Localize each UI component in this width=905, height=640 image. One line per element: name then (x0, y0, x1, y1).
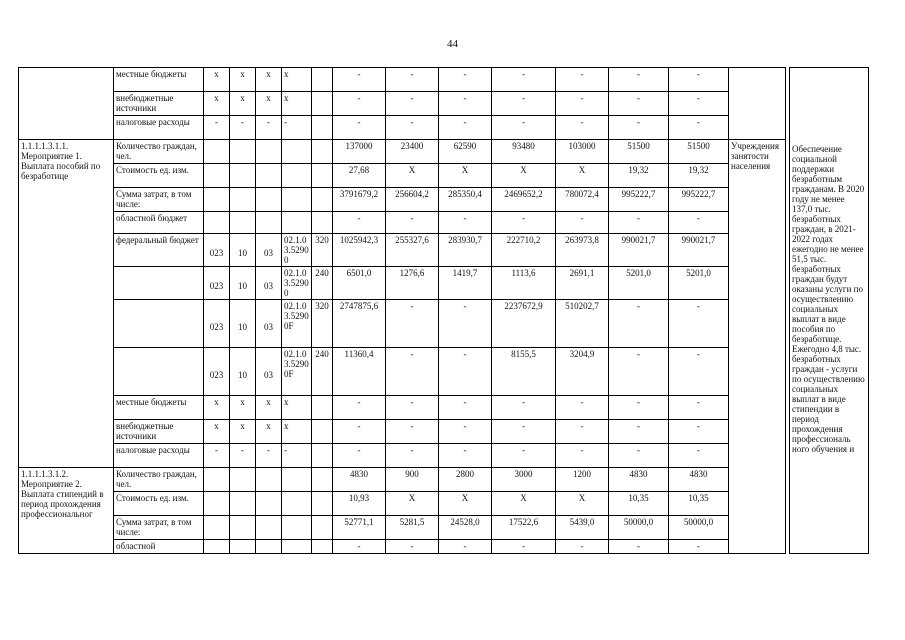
code-cell (230, 492, 256, 516)
value-cell: - (439, 68, 492, 92)
budget-table (18, 67, 886, 554)
value-cell: 263973,8 (556, 234, 609, 267)
code-cell: - (204, 444, 230, 468)
value-cell: 17522,6 (492, 516, 556, 540)
value-cell: X (386, 164, 439, 188)
code-cell (312, 164, 333, 188)
code-cell: x (230, 92, 256, 116)
code-cell: 02.1.03.52900F (282, 348, 312, 396)
value-cell: 19,32 (669, 164, 729, 188)
code-cell: 10 (230, 234, 256, 267)
executor-cell: Учреждения занятости населения (729, 140, 786, 554)
value-cell: 2747875,6 (333, 300, 386, 348)
indicator-cell: областной бюджет (114, 212, 204, 234)
code-cell (312, 492, 333, 516)
code-cell: 03 (256, 300, 282, 348)
section-cell (19, 68, 114, 140)
value-cell: X (556, 492, 609, 516)
code-cell: x (256, 68, 282, 92)
value-cell: - (556, 116, 609, 140)
code-cell (230, 188, 256, 212)
result-cell (790, 68, 869, 554)
code-cell: 03 (256, 234, 282, 267)
value-cell: 3791679,2 (333, 188, 386, 212)
value-cell: 780072,4 (556, 188, 609, 212)
value-cell: 4830 (609, 468, 669, 492)
value-cell: - (609, 300, 669, 348)
code-cell (312, 140, 333, 164)
code-cell: x (282, 68, 312, 92)
indicator-cell: налоговые расходы (114, 444, 204, 468)
value-cell: - (386, 420, 439, 444)
value-cell: - (439, 348, 492, 396)
value-cell: 5201,0 (609, 267, 669, 300)
value-cell: - (333, 212, 386, 234)
value-cell: - (492, 396, 556, 420)
code-cell: x (282, 396, 312, 420)
value-cell: 23400 (386, 140, 439, 164)
code-cell: 023 (204, 300, 230, 348)
value-cell: 103000 (556, 140, 609, 164)
value-cell: X (439, 164, 492, 188)
code-cell (256, 188, 282, 212)
value-cell: - (333, 540, 386, 554)
code-cell (204, 164, 230, 188)
value-cell: - (386, 396, 439, 420)
value-cell: - (492, 540, 556, 554)
code-cell (230, 516, 256, 540)
code-cell (204, 492, 230, 516)
code-cell: 02.1.03.52900F (282, 300, 312, 348)
value-cell: 137000 (333, 140, 386, 164)
code-cell (204, 516, 230, 540)
code-cell: 023 (204, 234, 230, 267)
indicator-cell: Сумма затрат, в том числе: (114, 188, 204, 212)
value-cell: - (386, 116, 439, 140)
value-cell: - (669, 68, 729, 92)
code-cell: - (282, 444, 312, 468)
code-cell (312, 68, 333, 92)
value-cell: 990021,7 (669, 234, 729, 267)
indicator-cell (114, 267, 204, 300)
code-cell: 02.1.03.52900 (282, 234, 312, 267)
code-cell (230, 212, 256, 234)
value-cell: - (439, 300, 492, 348)
code-cell: 10 (230, 300, 256, 348)
value-cell: - (333, 116, 386, 140)
code-cell (282, 492, 312, 516)
value-cell: - (386, 212, 439, 234)
value-cell: X (492, 492, 556, 516)
indicator-cell: Количество граждан, чел. (114, 468, 204, 492)
value-cell: 1419,7 (439, 267, 492, 300)
indicator-cell: местные бюджеты (114, 396, 204, 420)
value-cell: 51500 (609, 140, 669, 164)
value-cell: - (439, 540, 492, 554)
code-cell (312, 396, 333, 420)
code-cell (204, 468, 230, 492)
value-cell: X (556, 164, 609, 188)
indicator-cell: местные бюджеты (114, 68, 204, 92)
value-cell: - (669, 396, 729, 420)
code-cell (204, 188, 230, 212)
code-cell (230, 164, 256, 188)
code-cell (256, 468, 282, 492)
code-cell: 320 (312, 300, 333, 348)
code-cell: 023 (204, 267, 230, 300)
value-cell: 4830 (333, 468, 386, 492)
value-cell: X (439, 492, 492, 516)
code-cell (256, 540, 282, 554)
table-row (19, 140, 886, 164)
code-cell (312, 188, 333, 212)
value-cell: - (556, 92, 609, 116)
value-cell: - (669, 300, 729, 348)
code-cell (256, 516, 282, 540)
value-cell: 24528,0 (439, 516, 492, 540)
code-cell (204, 140, 230, 164)
value-cell: - (609, 540, 669, 554)
code-cell (312, 516, 333, 540)
value-cell: 11360,4 (333, 348, 386, 396)
code-cell: 240 (312, 267, 333, 300)
code-cell (204, 540, 230, 554)
value-cell: 256604,2 (386, 188, 439, 212)
code-cell (204, 212, 230, 234)
value-cell: 5281,5 (386, 516, 439, 540)
value-cell: - (492, 212, 556, 234)
value-cell: - (439, 212, 492, 234)
value-cell: - (609, 92, 669, 116)
page-number: 44 (447, 38, 458, 50)
code-cell: - (282, 116, 312, 140)
code-cell (230, 468, 256, 492)
value-cell: - (492, 420, 556, 444)
value-cell: - (609, 68, 669, 92)
code-cell (230, 140, 256, 164)
code-cell: 320 (312, 234, 333, 267)
code-cell: x (256, 420, 282, 444)
code-cell: - (230, 116, 256, 140)
value-cell: - (609, 116, 669, 140)
value-cell: 10,35 (609, 492, 669, 516)
indicator-cell: Стоимость ед. изм. (114, 492, 204, 516)
code-cell: 02.1.03.52900 (282, 267, 312, 300)
value-cell: - (386, 444, 439, 468)
value-cell: 283930,7 (439, 234, 492, 267)
value-cell: - (669, 444, 729, 468)
code-cell (256, 212, 282, 234)
indicator-cell: областной (114, 540, 204, 554)
code-cell: x (204, 420, 230, 444)
value-cell: 10,35 (669, 492, 729, 516)
section-cell: 1.1.1.1.3.1.2. Мероприятие 2. Выплата стипендий в период прохождения профессиональног (19, 468, 114, 554)
indicator-cell: внебюджетные источники (114, 92, 204, 116)
code-cell: 10 (230, 348, 256, 396)
value-cell: - (556, 420, 609, 444)
section-cell: 1.1.1.1.3.1.1. Мероприятие 1. Выплата пособий по безработице (19, 140, 114, 468)
code-cell: - (256, 444, 282, 468)
value-cell: - (669, 116, 729, 140)
code-cell: - (204, 116, 230, 140)
indicator-cell: налоговые расходы (114, 116, 204, 140)
indicator-cell: внебюджетные источники (114, 420, 204, 444)
value-cell: 2691,1 (556, 267, 609, 300)
value-cell: 4830 (669, 468, 729, 492)
value-cell: 900 (386, 468, 439, 492)
value-cell: - (669, 420, 729, 444)
value-cell: X (386, 492, 439, 516)
table-row (19, 68, 886, 92)
value-cell: 51500 (669, 140, 729, 164)
code-cell: x (230, 68, 256, 92)
code-cell: 10 (230, 267, 256, 300)
code-cell (230, 540, 256, 554)
code-cell: 03 (256, 267, 282, 300)
value-cell: - (492, 92, 556, 116)
code-cell: x (204, 396, 230, 420)
value-cell: - (439, 116, 492, 140)
indicator-cell (114, 300, 204, 348)
value-cell: - (386, 300, 439, 348)
value-cell: 995222,7 (609, 188, 669, 212)
code-cell: 03 (256, 348, 282, 396)
code-cell (312, 212, 333, 234)
value-cell: - (669, 540, 729, 554)
value-cell: - (439, 396, 492, 420)
code-cell (282, 188, 312, 212)
value-cell: 995222,7 (669, 188, 729, 212)
value-cell: - (492, 68, 556, 92)
value-cell: - (556, 212, 609, 234)
value-cell: - (669, 212, 729, 234)
value-cell: 255327,6 (386, 234, 439, 267)
value-cell: - (333, 420, 386, 444)
code-cell (312, 444, 333, 468)
indicator-cell: Количество граждан, чел. (114, 140, 204, 164)
edge-cell (869, 68, 886, 554)
code-cell (256, 140, 282, 164)
code-cell: 023 (204, 348, 230, 396)
value-cell: - (609, 212, 669, 234)
value-cell: - (386, 68, 439, 92)
value-cell: 10,93 (333, 492, 386, 516)
value-cell: - (333, 68, 386, 92)
value-cell: - (439, 92, 492, 116)
value-cell: - (492, 444, 556, 468)
value-cell: - (609, 396, 669, 420)
value-cell: 27,68 (333, 164, 386, 188)
value-cell: - (556, 68, 609, 92)
code-cell (282, 468, 312, 492)
indicator-cell: Стоимость ед. изм. (114, 164, 204, 188)
value-cell: - (439, 420, 492, 444)
code-cell: - (230, 444, 256, 468)
value-cell: 2237672,9 (492, 300, 556, 348)
value-cell: - (669, 92, 729, 116)
value-cell: - (669, 348, 729, 396)
value-cell: 3204,9 (556, 348, 609, 396)
value-cell: - (609, 420, 669, 444)
value-cell: 6501,0 (333, 267, 386, 300)
value-cell: 93480 (492, 140, 556, 164)
code-cell (282, 540, 312, 554)
indicator-cell (114, 348, 204, 396)
code-cell (282, 212, 312, 234)
code-cell: x (282, 92, 312, 116)
value-cell: 1276,6 (386, 267, 439, 300)
value-cell: 5201,0 (669, 267, 729, 300)
code-cell (282, 516, 312, 540)
value-cell: 2469652,2 (492, 188, 556, 212)
value-cell: 285350,4 (439, 188, 492, 212)
code-cell: x (230, 420, 256, 444)
value-cell: 1113,6 (492, 267, 556, 300)
code-cell: x (256, 396, 282, 420)
value-cell: 52771,1 (333, 516, 386, 540)
code-cell (282, 140, 312, 164)
value-cell: 62590 (439, 140, 492, 164)
value-cell: - (333, 396, 386, 420)
result-text: Обеспечение социальной поддержки безработным гражданам. В 2020 году не менее 137,0 тыс. безработных граждан, в 2021-2022 годах ежегодно не менее 51,5 тыс. безработных граждан будут оказаны услуги по осуществлению социальных выплат в виде пособия по безработице. Ежегодно 4,8 тыс. безработных граждан - услуги по осуществлению социальных выплат в виде стипендии в период прохождения профессиональ ного обучения и (792, 144, 865, 454)
value-cell: - (556, 540, 609, 554)
indicator-cell: федеральный бюджет (114, 234, 204, 267)
code-cell (282, 164, 312, 188)
code-cell (312, 92, 333, 116)
value-cell: X (492, 164, 556, 188)
code-cell: 240 (312, 348, 333, 396)
value-cell: - (386, 540, 439, 554)
value-cell: 2800 (439, 468, 492, 492)
value-cell: - (556, 444, 609, 468)
indicator-cell: Сумма затрат, в том числе: (114, 516, 204, 540)
executor-cell (729, 68, 786, 140)
code-cell (256, 492, 282, 516)
value-cell: 5439,0 (556, 516, 609, 540)
code-cell (312, 468, 333, 492)
value-cell: 50000,0 (669, 516, 729, 540)
code-cell: x (204, 92, 230, 116)
value-cell: - (386, 92, 439, 116)
value-cell: - (333, 92, 386, 116)
code-cell: - (256, 116, 282, 140)
code-cell: x (204, 68, 230, 92)
result-spacer (792, 68, 866, 144)
value-cell: - (609, 444, 669, 468)
code-cell: x (282, 420, 312, 444)
value-cell: - (386, 348, 439, 396)
value-cell: - (609, 348, 669, 396)
value-cell: 50000,0 (609, 516, 669, 540)
value-cell: - (333, 444, 386, 468)
value-cell: 19,32 (609, 164, 669, 188)
value-cell: 8155,5 (492, 348, 556, 396)
value-cell: 1200 (556, 468, 609, 492)
code-cell (312, 420, 333, 444)
value-cell: - (492, 116, 556, 140)
code-cell (256, 164, 282, 188)
code-cell: x (256, 92, 282, 116)
value-cell: - (439, 444, 492, 468)
value-cell: 1025942,3 (333, 234, 386, 267)
value-cell: 990021,7 (609, 234, 669, 267)
code-cell: x (230, 396, 256, 420)
value-cell: - (556, 396, 609, 420)
code-cell (312, 116, 333, 140)
value-cell: 3000 (492, 468, 556, 492)
value-cell: 222710,2 (492, 234, 556, 267)
code-cell (312, 540, 333, 554)
value-cell: 510202,7 (556, 300, 609, 348)
